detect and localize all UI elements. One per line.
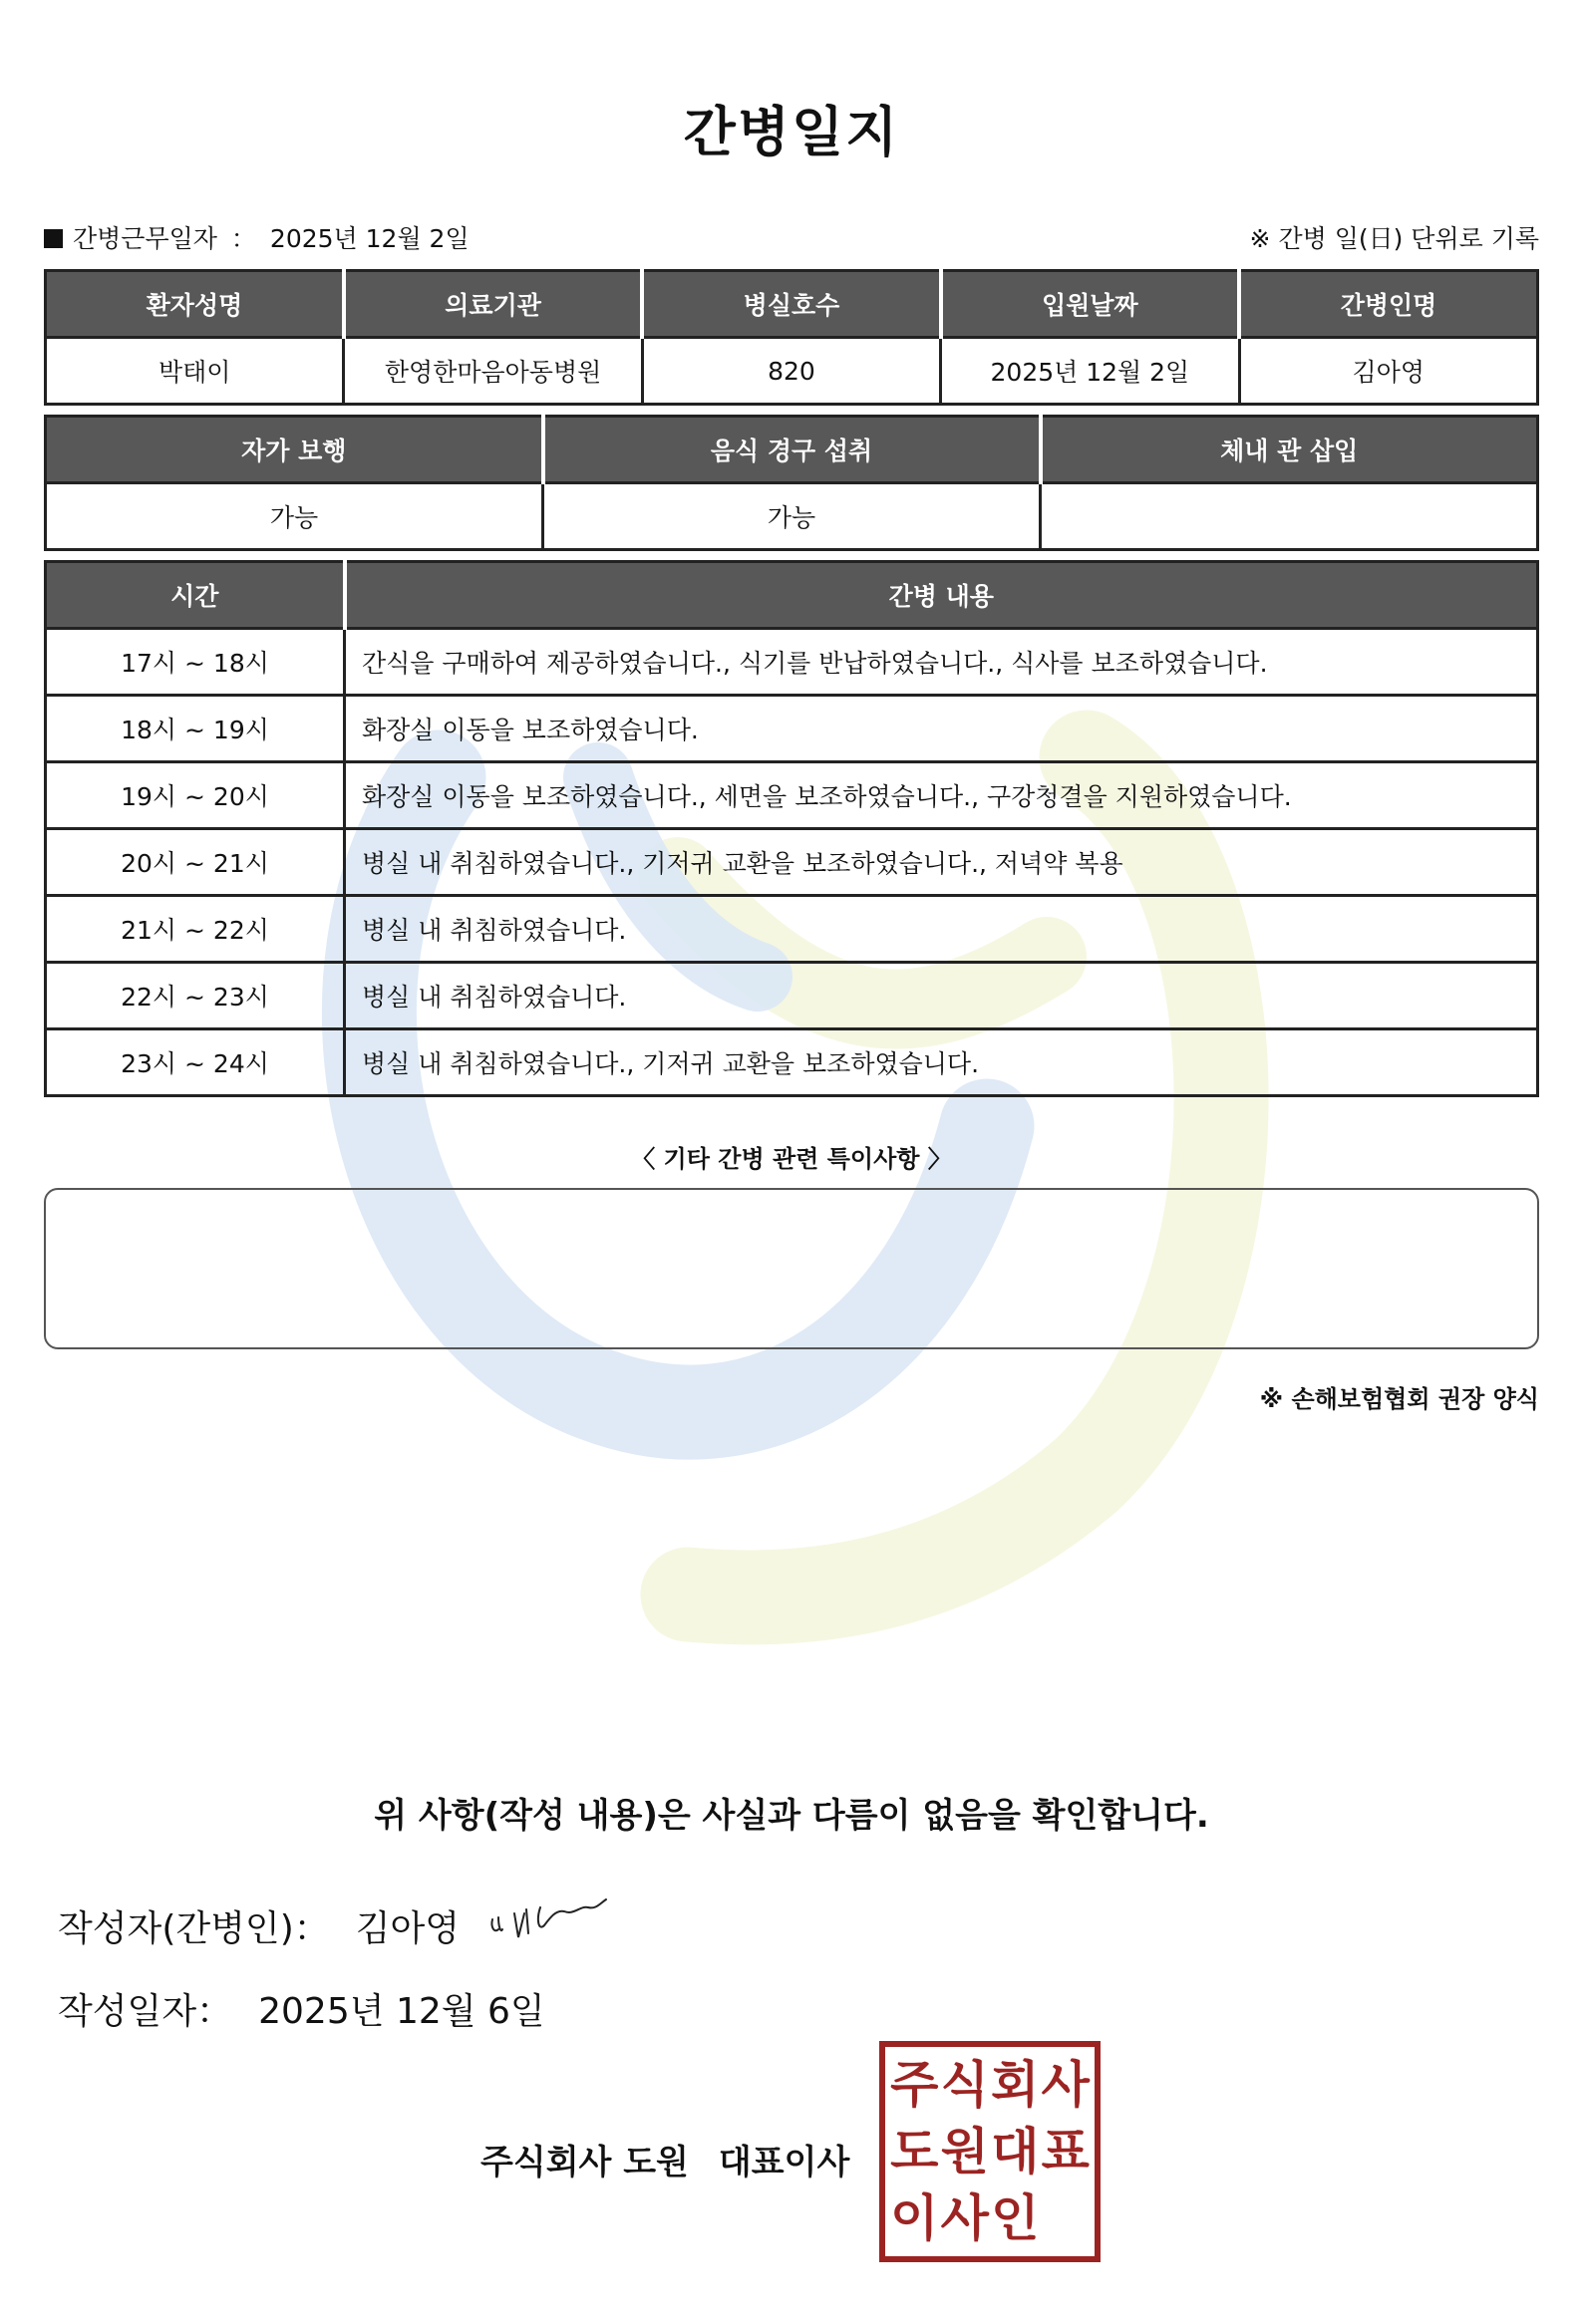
header-hospital: 의료기관	[344, 271, 642, 338]
page-title: 간병일지	[683, 101, 900, 163]
form-note: ※ 손해보험협회 권장 양식	[1259, 1385, 1539, 1413]
writer-label: 작성자(간병인)：	[58, 1908, 330, 1949]
company-name: 주식회사 도원	[480, 2143, 689, 2182]
seal-char: 식	[940, 2055, 989, 2114]
work-date-label: 간병근무일자	[73, 224, 217, 253]
company-seal-stamp	[879, 2041, 1101, 2262]
log-time: 18시 ~ 19시	[46, 696, 345, 762]
header-self-walking: 자가 보행	[46, 417, 543, 483]
table-row	[46, 1029, 1538, 1096]
self-walking-value: 가능	[46, 483, 543, 550]
caregiver-name: 김아영	[1239, 338, 1537, 405]
patient-name: 박태이	[46, 338, 344, 405]
seal-char: 사	[1041, 2055, 1090, 2114]
written-date-value: 2025년 12월 6일	[258, 1991, 545, 2032]
header-tube-insertion: 체내 관 삽입	[1041, 417, 1538, 483]
patient-value-row	[46, 338, 1538, 405]
header-patient-name: 환자성명	[46, 271, 344, 338]
remarks-title: 〈 기타 간병 관련 특이사항 〉	[631, 1145, 952, 1173]
company-title: 대표이사	[718, 2143, 850, 2182]
confirmation-statement: 위 사항(작성 내용)은 사실과 다름이 없음을 확인합니다.	[374, 1796, 1209, 1836]
work-date-colon: ：	[230, 224, 256, 253]
hospital-name: 한영한마음아동병원	[344, 338, 642, 405]
oral-intake-value: 가능	[543, 483, 1041, 550]
care-log-header-row	[46, 562, 1538, 629]
company-signature-line	[480, 2135, 849, 2183]
log-time: 22시 ~ 23시	[46, 963, 345, 1029]
written-date-label: 작성일자：	[58, 1991, 233, 2032]
table-row	[46, 896, 1538, 963]
handwritten-signature	[484, 1889, 614, 1945]
table-row	[46, 963, 1538, 1029]
care-log-table	[44, 560, 1539, 1097]
seal-char: 인	[991, 2189, 1040, 2248]
log-time: 17시 ~ 18시	[46, 629, 345, 696]
log-time: 19시 ~ 20시	[46, 762, 345, 829]
log-time: 20시 ~ 21시	[46, 829, 345, 896]
log-time: 21시 ~ 22시	[46, 896, 345, 963]
table-row	[46, 829, 1538, 896]
log-content: 병실 내 취침하였습니다.	[345, 963, 1538, 1029]
seal-char	[1041, 2185, 1092, 2252]
remarks-box	[44, 1188, 1539, 1349]
seal-char: 원	[940, 2122, 989, 2180]
table-row	[46, 762, 1538, 829]
patient-status-table	[44, 415, 1539, 551]
seal-char: 주	[890, 2055, 939, 2114]
work-date	[44, 219, 470, 255]
header-room-number: 병실호수	[642, 271, 940, 338]
patient-header-row	[46, 271, 1538, 338]
header-oral-intake: 음식 경구 섭취	[543, 417, 1041, 483]
table-row	[46, 629, 1538, 696]
header-time: 시간	[46, 562, 345, 629]
unit-note: ※ 간병 일(日) 단위로 기록	[1249, 224, 1539, 253]
written-date-row	[58, 1983, 545, 2034]
header-admission-date: 입원날짜	[941, 271, 1239, 338]
writer-name: 김아영	[355, 1908, 461, 1949]
log-content: 화장실 이동을 보조하였습니다., 세면을 보조하였습니다., 구강청결을 지원하였습니다.	[345, 762, 1538, 829]
seal-char: 대	[991, 2122, 1040, 2180]
patient-info-table	[44, 269, 1539, 406]
header-care-content: 간병 내용	[345, 562, 1538, 629]
work-date-value: 2025년 12월 2일	[269, 224, 470, 253]
log-time: 23시 ~ 24시	[46, 1029, 345, 1096]
tube-insertion-value	[1041, 483, 1538, 550]
square-bullet-icon	[44, 229, 63, 248]
header-caregiver-name: 간병인명	[1239, 271, 1537, 338]
seal-char: 도	[890, 2122, 939, 2180]
status-header-row	[46, 417, 1538, 483]
log-content: 병실 내 취침하였습니다., 기저귀 교환을 보조하였습니다., 저녁약 복용	[345, 829, 1538, 896]
seal-char: 회	[991, 2055, 1040, 2114]
room-number: 820	[642, 338, 940, 405]
log-content: 병실 내 취침하였습니다., 기저귀 교환을 보조하였습니다.	[345, 1029, 1538, 1096]
log-content: 화장실 이동을 보조하였습니다.	[345, 696, 1538, 762]
writer-row	[58, 1900, 460, 1951]
seal-char: 사	[940, 2189, 989, 2248]
table-row	[46, 696, 1538, 762]
seal-char: 표	[1041, 2122, 1090, 2180]
seal-char: 이	[890, 2189, 939, 2248]
status-value-row	[46, 483, 1538, 550]
log-content: 간식을 구매하여 제공하였습니다., 식기를 반납하였습니다., 식사를 보조하였습니다.	[345, 629, 1538, 696]
log-content: 병실 내 취침하였습니다.	[345, 896, 1538, 963]
admission-date: 2025년 12월 2일	[941, 338, 1239, 405]
